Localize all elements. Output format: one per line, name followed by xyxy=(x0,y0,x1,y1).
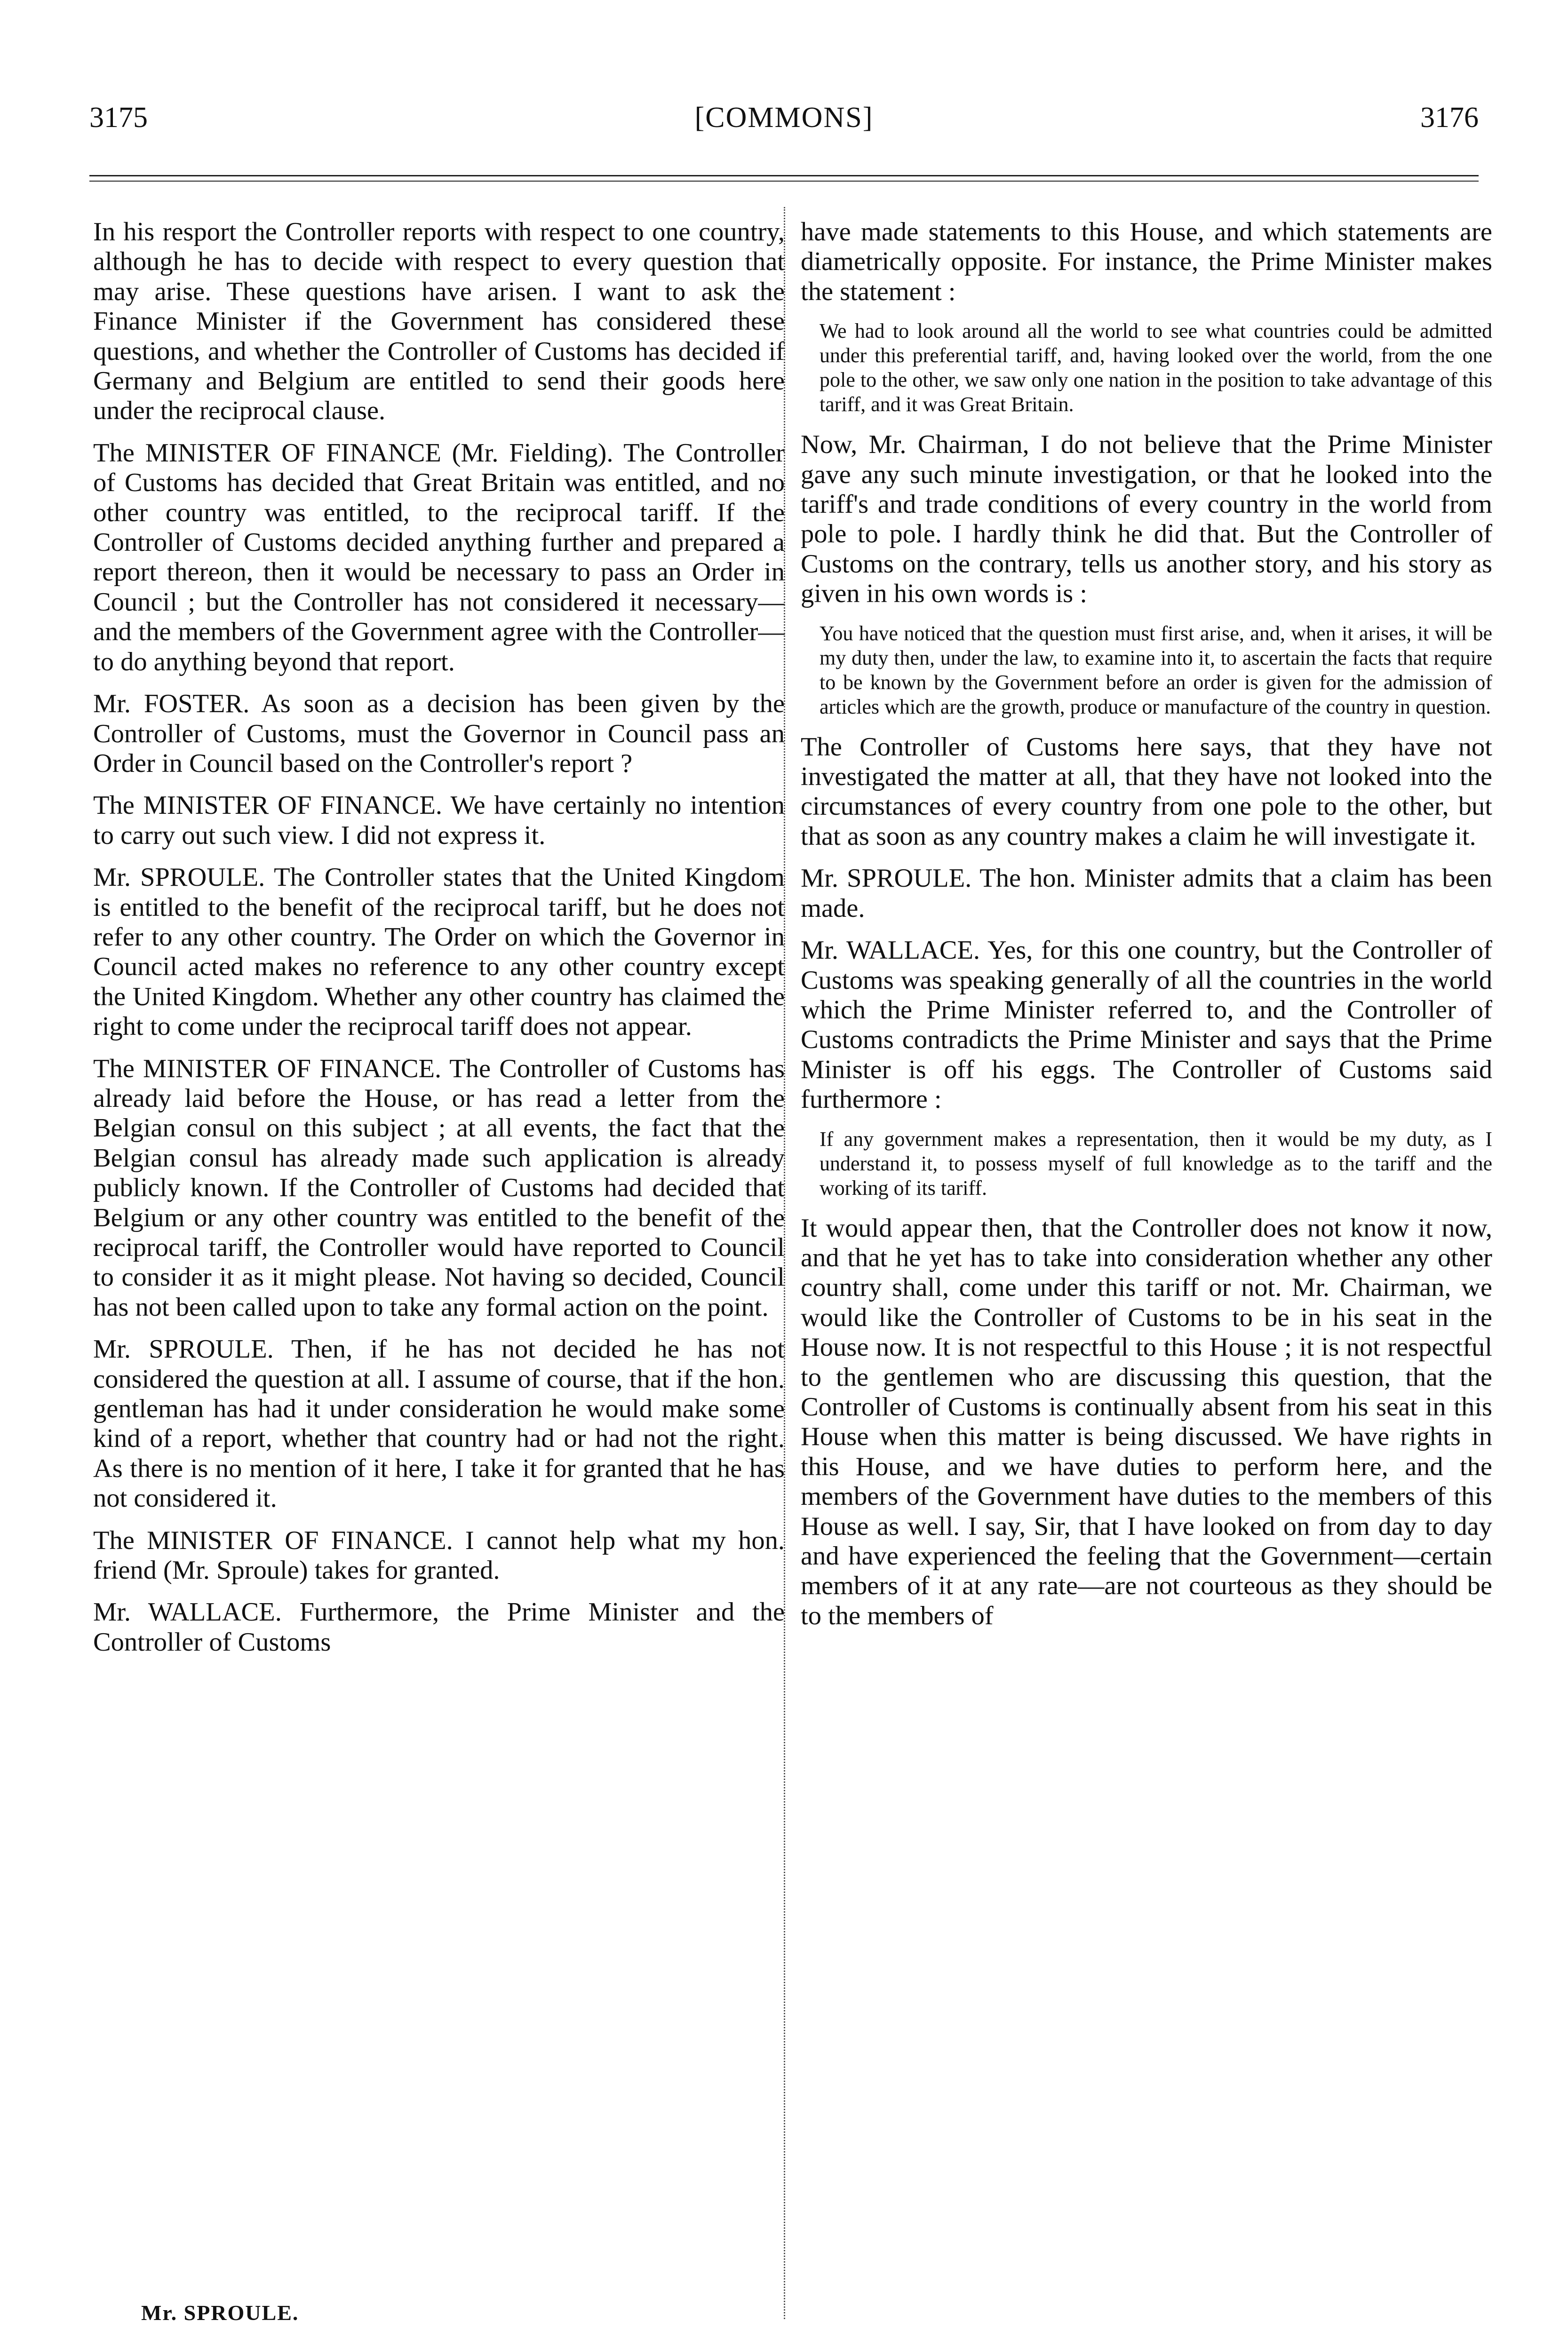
paragraph: It would appear then, that the Controller does not know it now, and that he yet has to take into consideration whether any other country shall, come under this tariff or not. Mr. Chairman, we would like the Controller of Customs to be in his seat in the House now. It is not respectful to this House ; it is not respectful to the gentlemen who are discussing this question, that the Controller of Customs is continually absent from his seat in this House when this matter is being discussed. We have rights in this House, and we have duties to perform here, and the members of the Government have duties to the members of this House as well. I say, Sir, that I have looked on from day to day and have experienced the feeling that the Government—certain members of it at any rate—are not courteous as they should be to the members of xyxy=(801,1213,1492,1630)
footer-speaker-name: Mr. SPROULE. xyxy=(141,2301,299,2325)
paragraph: In his resport the Controller reports with respect to one country, although he has to decide with respect to every question that may arise. These questions have arisen. I want to ask the Finance Minister if the Government has considered these questions, and whether the Controller of Customs has decided if Germany and Belgium are entitled to send their goods here under the reciprocal clause. xyxy=(93,217,785,426)
header-rule xyxy=(89,175,1479,176)
page-header xyxy=(89,99,1479,136)
paragraph: The MINISTER OF FINANCE. The Controller of Customs has already laid before the House, or has read a letter from the Belgian consul on this subject ; at all events, the fact that the Belgian consul has already made such application is already publicly known. If the Controller of Customs had decided that Belgium or any other country was entitled to the benefit of the reciprocal tariff, the Controller would have reported to Council to consider it as it might please. Not having so decided, Council has not been called upon to take any formal action on the point. xyxy=(93,1054,785,1322)
quotation: You have noticed that the question must first arise, and, when it arises, it will be my duty then, under the law, to examine into it, to ascertain the facts that require to be known by the Government before an order is given for the admission of articles which are the growth, produce or manufacture of the country in question. xyxy=(820,621,1492,718)
paragraph: The Controller of Customs here says, that they have not investigated the matter at all, that they have not looked into the circumstances of every country from one pole to the other, but that as soon as any country makes a claim he will investigate it. xyxy=(801,732,1492,851)
header-rule-thin xyxy=(89,181,1479,182)
paragraph: have made statements to this House, and which statements are diametrically opposite. For instance, the Prime Minister makes the statement : xyxy=(801,217,1492,306)
quotation: We had to look around all the world to see what countries could be admitted under this preferential tariff, and, having looked over the world, from the one pole to the other, we saw only one nation in the position to take advantage of this tariff, and it was Great Britain. xyxy=(820,319,1492,416)
paragraph: The MINISTER OF FINANCE. We have certainly no intention to carry out such view. I did not express it. xyxy=(93,791,785,850)
left-column xyxy=(93,217,785,1669)
right-column xyxy=(801,217,1492,1643)
running-head: [COMMONS] xyxy=(694,102,874,134)
quotation: If any government makes a representation, then it would be my duty, as I understand it, to possess myself of full knowledge as to the tariff and the working of its tariff. xyxy=(820,1127,1492,1200)
column-divider xyxy=(784,207,785,2319)
paragraph: Now, Mr. Chairman, I do not believe that the Prime Minister gave any such minute investigation, or that he looked into the tariff's and trade conditions of every country in the world from pole to pole. I hardly think he did that. But the Controller of Customs on the contrary, tells us another story, and his story as given in his own words is : xyxy=(801,430,1492,609)
paragraph: Mr. WALLACE. Furthermore, the Prime Minister and the Controller of Customs xyxy=(93,1597,785,1657)
paragraph: Mr. SPROULE. The hon. Minister admits that a claim has been made. xyxy=(801,864,1492,923)
page-number-left: 3175 xyxy=(89,102,148,134)
paragraph: Mr. SPROULE. Then, if he has not decided he has not considered the question at all. I assume of course, that if the hon. gentleman has had it under consideration he would make some kind of a report, whether that country had or had not the right. As there is no mention of it here, I take it for granted that he has not considered it. xyxy=(93,1335,785,1513)
paragraph: The MINISTER OF FINANCE (Mr. Fielding). The Controller of Customs has decided that Great Britain was entitled, and no other country was entitled, to the reciprocal tariff. If the Controller of Customs decided anything further and prepared a report thereon, then it would be necessary to pass an Order in Council ; but the Controller has not considered it necessary—and the members of the Government agree with the Controller—to do anything beyond that report. xyxy=(93,438,785,676)
paragraph: Mr. SPROULE. The Controller states that the United Kingdom is entitled to the benefit of the reciprocal tariff, but he does not refer to any other country. The Order on which the Governor in Council acted makes no reference to any other country except the United Kingdom. Whether any other country has claimed the right to come under the reciprocal tariff does not appear. xyxy=(93,863,785,1041)
paragraph: Mr. WALLACE. Yes, for this one country, but the Controller of Customs was speaking generally of all the countries in the world which the Prime Minister referred to, and the Controller of Customs contradicts the Prime Minister and says that the Prime Minister is off his eggs. The Controller of Customs said furthermore : xyxy=(801,936,1492,1114)
paragraph: The MINISTER OF FINANCE. I cannot help what my hon. friend (Mr. Sproule) takes for granted. xyxy=(93,1526,785,1585)
page-number-right: 3176 xyxy=(1420,102,1479,134)
paragraph: Mr. FOSTER. As soon as a decision has been given by the Controller of Customs, must the Governor in Council pass an Order in Council based on the Controller's report ? xyxy=(93,689,785,778)
